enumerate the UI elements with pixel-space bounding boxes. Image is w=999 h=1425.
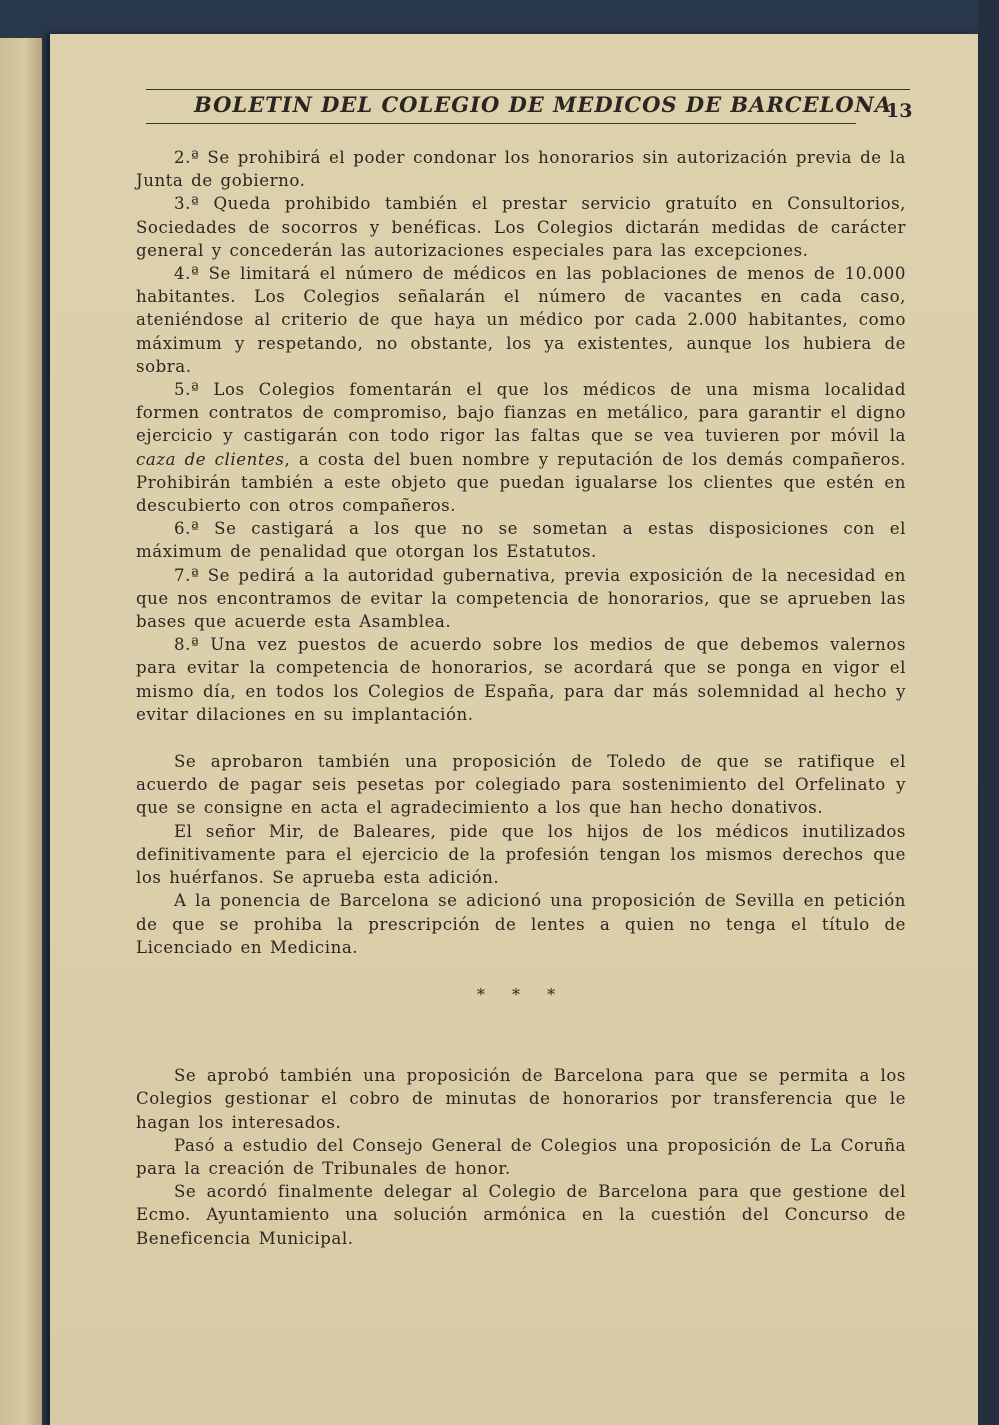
paragraph-sevilla: A la ponencia de Barcelona se adicionó una proposición de Sevilla en petición de que se prohiba la prescripción de lentes a quien no tenga el título de Licenciado en Medicina. bbox=[136, 891, 906, 957]
paragraph-barcelona: Se aprobó también una proposición de Barcelona para que se permita a los Colegios gestionar el cobro de minutas de honorarios por transferencia que le hagan los interesados. bbox=[136, 1066, 906, 1132]
scan-background-edge bbox=[978, 0, 999, 1425]
list-item-5-text-b: , a costa del buen nombre y reputación de los demás compañeros. Prohibirán también a este objeto que puedan igualarse los clientes que estén en descubierto con otros compañeros. bbox=[136, 449, 906, 516]
header-rule-bottom bbox=[146, 123, 856, 124]
list-item-2: 2.ª Se prohibirá el poder condonar los honorarios sin autorización previa de la Junta de gobierno. bbox=[136, 148, 906, 191]
list-item-4: 4.ª Se limitará el número de médicos en las poblaciones de menos de 10.000 habitantes. Los Colegios señalarán el número de vacantes en cada caso, ateniéndose al criterio de que haya un médico por cada 2.000 habitantes, como máximum y respetando, no obstante, los ya existentes, aunque los hubiera de sobra. bbox=[136, 264, 906, 376]
header-rule-top bbox=[146, 89, 910, 90]
document-page bbox=[50, 34, 978, 1425]
section-separator: * * * bbox=[476, 984, 566, 1004]
page-number: 13 bbox=[886, 100, 913, 122]
list-item-7: 7.ª Se pedirá a la autoridad gubernativa, previa exposición de la necesidad en que nos encontramos de evitar la competencia de honorarios, que se aprueben las bases que acuerde esta Asamblea. bbox=[136, 565, 906, 632]
facing-page-edge bbox=[0, 38, 42, 1425]
paragraph-mir: El señor Mir, de Baleares, pide que los hijos de los médicos inutilizados definitivamente para el ejercicio de la profesión tengan los mismos derechos que los huérfanos. Se aprueba esta adición. bbox=[136, 821, 906, 888]
list-item-6: 6.ª Se castigará a los que no se sometan a estas disposiciones con el máximum de penalidad que otorgan los Estatutos. bbox=[136, 519, 906, 562]
list-item-5-italic: caza de clientes bbox=[136, 449, 285, 469]
article-body bbox=[136, 146, 906, 1250]
paragraph-toledo: Se aprobaron también una proposición de Toledo de que se ratifique el acuerdo de pagar seis pesetas por colegiado para sostenimiento del Orfelinato y que se consigne en acta el agradecimiento a los que han hecho donativos. bbox=[136, 752, 906, 818]
list-item-3: 3.ª Queda prohibido también el prestar servicio gratuíto en Consultorios, Sociedades de socorros y benéficas. Los Colegios dictarán medidas de carácter general y concederán las autorizaciones especiales para las excepciones. bbox=[136, 194, 906, 260]
running-header bbox=[146, 92, 913, 124]
list-item-5 bbox=[136, 378, 906, 517]
journal-title: BOLETIN DEL COLEGIO DE MEDICOS DE BARCELONA bbox=[194, 92, 893, 117]
paragraph-coruna: Pasó a estudio del Consejo General de Colegios una proposición de La Coruña para la creación de Tribunales de honor. bbox=[136, 1135, 906, 1178]
paragraph-beneficencia: Se acordó finalmente delegar al Colegio de Barcelona para que gestione del Ecmo. Ayuntamiento una solución armónica en la cuestión del Concurso de Beneficencia Municipal. bbox=[136, 1182, 906, 1248]
list-item-8: 8.ª Una vez puestos de acuerdo sobre los medios de que debemos valernos para evitar la competencia de honorarios, se acordará que se ponga en vigor el mismo día, en todos los Colegios de España, para dar más solemnidad al hecho y evitar dilaciones en su implantación. bbox=[136, 635, 906, 724]
section-gap bbox=[136, 726, 906, 750]
list-item-5-text-a: 5.ª Los Colegios fomentarán el que los médicos de una misma localidad formen contratos de compromiso, bajo fianzas en metálico, para garantir el digno ejercicio y castigarán con todo rigor las faltas que se vea tuvieren por móvil la bbox=[136, 380, 906, 446]
